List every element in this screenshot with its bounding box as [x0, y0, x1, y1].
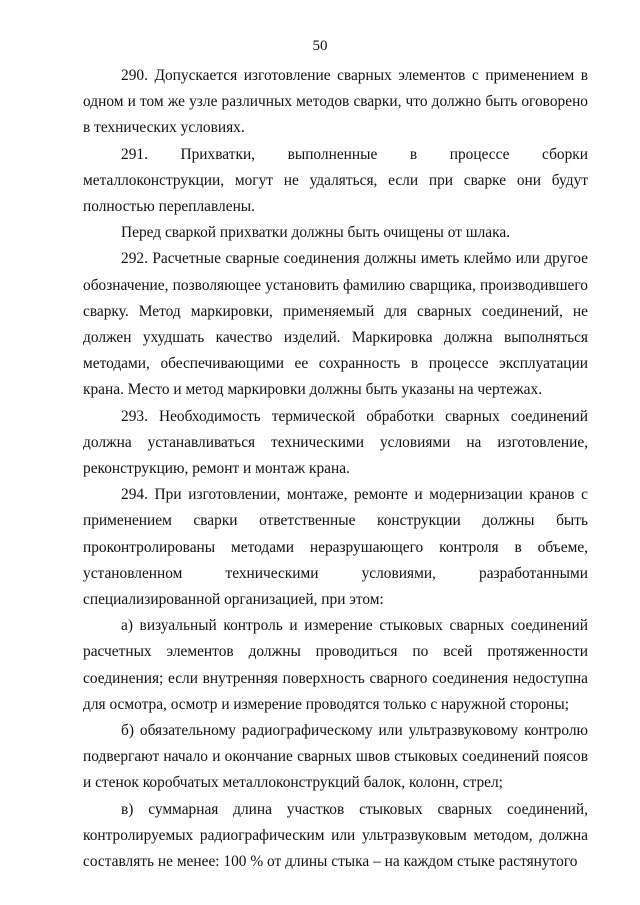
- list-item-a: а) визуальный контроль и измерение стыковых сварных соединений расчетных элементов должны проводиться по всей протяженности соединения; если внутренняя поверхность сварного соединения недоступна для осмотра, осмотр и измерение проводятся только с наружной стороны;: [83, 617, 588, 713]
- document-body: [83, 63, 588, 875]
- list-item-b: б) обязательному радиографическому или ультразвуковому контролю подвергают начало и окончание сварных швов стыковых соединений поясов и стенок коробчатых металлоконструкций балок, колонн, стрел;: [83, 722, 588, 792]
- list-item-v: в) суммарная длина участков стыковых сварных соединений, контролируемых радиографическим или ультразвуковым методом, должна составлять не менее: 100 % от длины стыка – на каждом стыке растянутого: [83, 800, 588, 871]
- paragraph-293: 293. Необходимость термической обработки сварных соединений должна устанавливаться техническими условиями на изготовление, реконструкцию, ремонт и монтаж крана.: [83, 407, 588, 478]
- paragraph-290: 290. Допускается изготовление сварных элементов с применением в одном и том же узле различных методов сварки, что должно быть оговорено в технических условиях.: [83, 67, 588, 137]
- page-number: 50: [312, 38, 328, 54]
- paragraph-292: 292. Расчетные сварные соединения должны иметь клеймо или другое обозначение, позволяющее установить фамилию сварщика, производившего сварку. Метод маркировки, применяемый для сварных соединений, не должен ухудшать качество изделий. Маркировка должна выполняться методами, обеспечивающими ее сохранность в процессе эксплуатации крана. Место и метод маркировки должны быть указаны на чертежах.: [83, 250, 588, 399]
- paragraph-291: 291. Прихватки, выполненные в процессе сборки металлоконструкции, могут не удаляться, если при сварке они будут полностью переплавлены.: [83, 145, 588, 216]
- paragraph-294: 294. При изготовлении, монтаже, ремонте и модернизации кранов с применением сварки ответственные конструкции должны быть проконтролированы методами неразрушающего контроля в объеме, установленном техническими условиями, разработанными специализированной организацией, при этом:: [83, 486, 588, 609]
- paragraph-291-continuation: Перед сваркой прихватки должны быть очищены от шлака.: [121, 224, 511, 242]
